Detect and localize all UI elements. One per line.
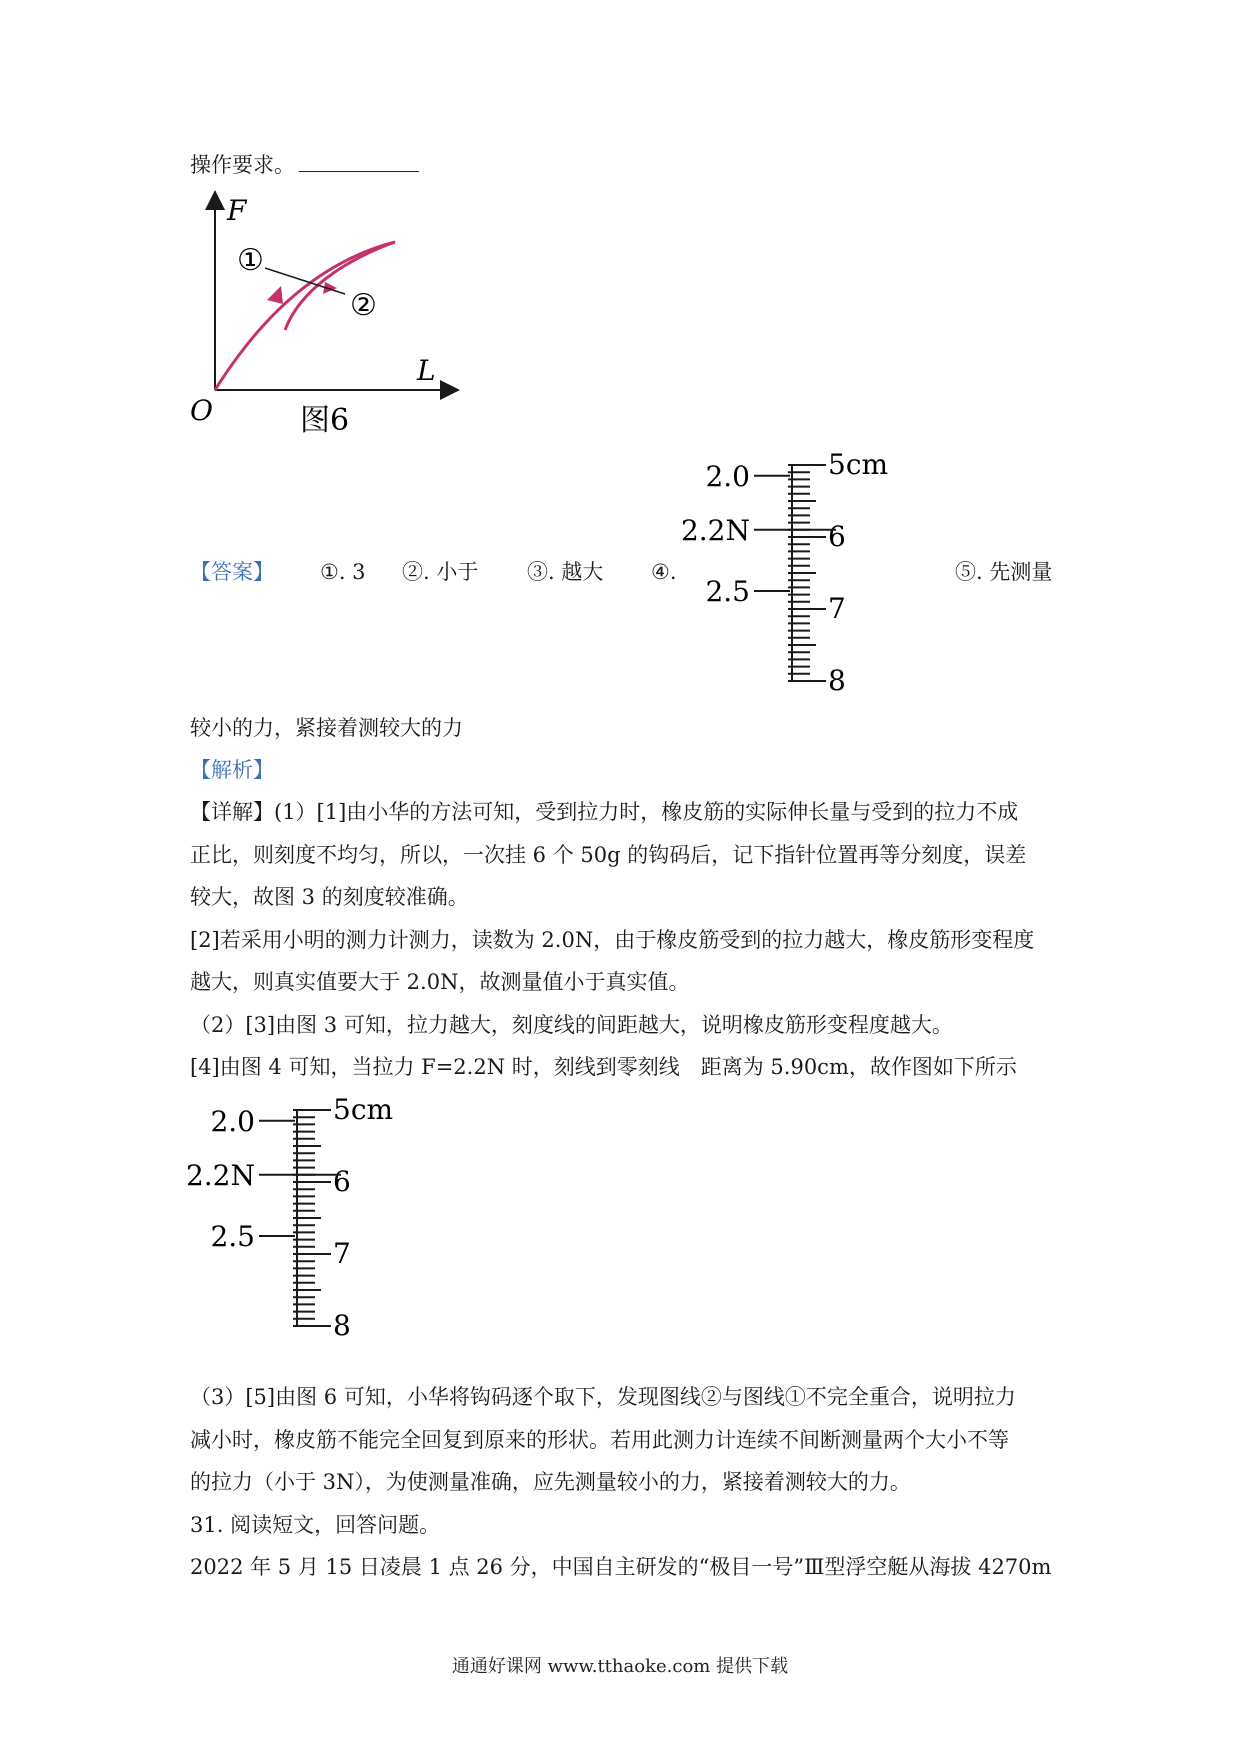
answer-item-2: ②. 小于: [402, 560, 479, 584]
page-footer: 通通好课网 www.tthaoke.com 提供下载: [451, 1656, 789, 1677]
force-label: 2.2N: [185, 1158, 255, 1192]
answer-item-1: ①. 3: [320, 560, 366, 584]
answer-item-4: ④.: [651, 560, 677, 584]
paragraph-line: 较大，故图 3 的刻度较准确。: [190, 885, 469, 909]
cm-label: 8: [828, 664, 846, 697]
answer-scale-figure: [680, 445, 920, 700]
curve-2: [285, 242, 395, 330]
paragraph-line: 正比，则刻度不均匀，所以，一次挂 6 个 50g 的钩码后，记下指针位置再等分刻度，误差: [190, 843, 1027, 867]
analysis-scale-figure: [185, 1090, 425, 1345]
analysis-label: 【解析】: [190, 758, 274, 782]
question-tail-text: 操作要求。: [190, 153, 295, 177]
answer-blank: [299, 151, 419, 172]
answer-item-5: ⑤. 先测量: [955, 560, 1053, 584]
force-label: 2.0: [705, 459, 750, 493]
force-label: 2.5: [210, 1220, 255, 1253]
paragraph-line: （2）[3]由图 3 可知，拉力越大，刻度线的间距越大，说明橡皮筋形变程度越大。: [190, 1013, 953, 1037]
cm-label: 5cm: [333, 1093, 394, 1126]
paragraph-line: （3）[5]由图 6 可知，小华将钩码逐个取下，发现图线②与图线①不完全重合，说明拉力: [190, 1385, 1016, 1409]
answer-continuation: 较小的力，紧接着测较大的力: [190, 716, 463, 740]
cm-label: 8: [333, 1309, 351, 1342]
force-label: 2.5: [705, 575, 750, 608]
cm-label: 6: [333, 1165, 351, 1198]
answer-row: [190, 557, 274, 587]
question-tail: [190, 150, 419, 180]
paragraph-line: [4]由图 4 可知，当拉力 F=2.2N 时，刻线到零刻线 距离为 5.90cm，故作图如下所示: [190, 1055, 1017, 1079]
paragraph-line: 31. 阅读短文，回答问题。: [190, 1513, 441, 1537]
figure-6-graph: [185, 190, 465, 445]
curve-1-label: ①: [237, 243, 264, 278]
origin-label: O: [190, 394, 213, 427]
cm-label: 5cm: [828, 448, 889, 481]
paragraph-line: 越大，则真实值要大于 2.0N，故测量值小于真实值。: [190, 970, 690, 994]
figure-caption: 图6: [300, 403, 350, 438]
answer-item-3: ③. 越大: [527, 560, 604, 584]
paragraph-line: [2]若采用小明的测力计测力，读数为 2.0N，由于橡皮筋受到的拉力越大，橡皮筋形变程度: [190, 928, 1035, 952]
cm-label: 7: [828, 592, 846, 625]
cm-label: 7: [333, 1237, 351, 1270]
y-axis-label: F: [227, 194, 247, 227]
x-axis-label: L: [417, 354, 436, 387]
curve-1-arrow: [267, 286, 283, 304]
curve-2-label: ②: [350, 288, 377, 323]
paragraph-line: 减小时，橡皮筋不能完全回复到原来的形状。若用此测力计连续不间断测量两个大小不等: [190, 1428, 1009, 1452]
force-label: 2.0: [210, 1104, 255, 1138]
force-label: 2.2N: [680, 513, 750, 547]
answer-label: 【答案】: [190, 560, 274, 584]
paragraph-line: 2022 年 5 月 15 日凌晨 1 点 26 分，中国自主研发的“极目一号”Ⅲ型浮空艇从海拔 4270m: [190, 1555, 1052, 1579]
paragraph-line: 【详解】(1）[1]由小华的方法可知，受到拉力时，橡皮筋的实际伸长量与受到的拉力不成: [190, 800, 1019, 824]
paragraph-line: 的拉力（小于 3N），为使测量准确，应先测量较小的力，紧接着测较大的力。: [190, 1470, 911, 1494]
cm-label: 6: [828, 520, 846, 553]
